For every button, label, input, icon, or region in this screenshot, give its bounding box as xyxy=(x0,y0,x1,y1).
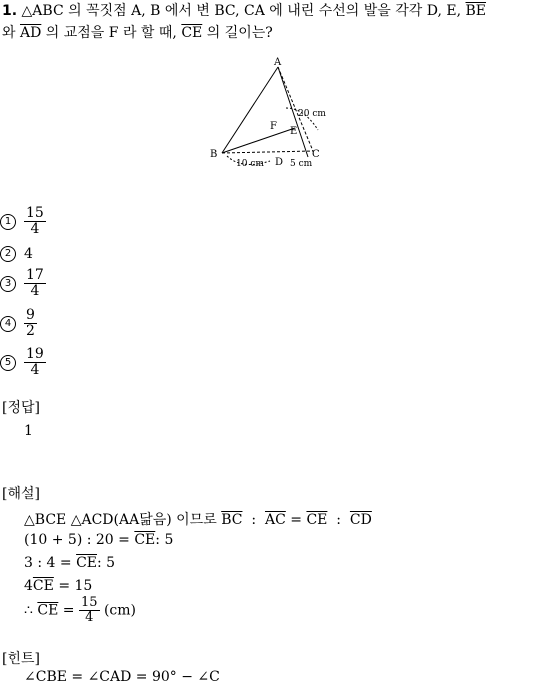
length-dc: 5 cm xyxy=(290,159,313,169)
side-ab xyxy=(222,67,278,153)
option-3[interactable] xyxy=(0,268,46,299)
side-bc xyxy=(222,151,313,153)
explanation-line-3: 3 : $4 = \overline{CE}$: 5 xyxy=(24,555,116,571)
answer-label: [정답] xyxy=(2,400,40,416)
option-fraction: $\frac{17}{4}$ xyxy=(26,267,44,299)
label-f: F xyxy=(270,121,277,132)
length-ac: 20 cm xyxy=(298,109,326,119)
segment-ad: $\overline{AD}$ xyxy=(19,25,42,41)
label-a: A xyxy=(274,57,282,68)
triangle-figure xyxy=(0,0,535,200)
length-bd: 10 cm xyxy=(236,159,264,169)
option-marker: 4 xyxy=(0,316,16,332)
option-1[interactable] xyxy=(0,206,46,237)
option-marker: 5 xyxy=(0,355,16,371)
segment-ce: $\overline{CE}$ xyxy=(181,25,203,41)
question-text-2c: 의 길이는? xyxy=(206,25,273,41)
label-c: C xyxy=(312,149,320,160)
explanation-label: [해설] xyxy=(2,486,40,502)
explanation-line-4: $4\overline{CE} = 15$ xyxy=(24,578,93,594)
option-5[interactable] xyxy=(0,347,46,378)
explanation-line-2: (10 + 5) : $20 = \overline{CE}$: 5 xyxy=(24,532,174,548)
hint-label: [힌트] xyxy=(2,651,40,667)
option-fraction: $\frac{19}{4}$ xyxy=(26,346,44,378)
option-marker: 3 xyxy=(0,276,16,292)
question-text-2b: 의 교점을 F 라 할 때, xyxy=(45,25,177,41)
option-fraction: $\frac{9}{2}$ xyxy=(26,307,35,339)
label-b: B xyxy=(210,149,218,160)
question-number: 1. xyxy=(2,3,18,19)
altitude-be xyxy=(222,126,298,153)
option-marker: 2 xyxy=(0,246,16,262)
explanation-fraction: $\frac{15}{4}$ xyxy=(80,595,98,625)
hint-text: ∠CBE = ∠CAD = 90° − ∠C xyxy=(24,669,220,685)
option-4[interactable] xyxy=(0,308,37,339)
explanation-line-1: △BCE △ACD(AA닮음) 이므로 $\overline{BC}$ : $\overline{AC} = \overline{CE}$ : $\overline{CD}$ xyxy=(24,512,372,528)
segment-be: $\overline{BE}$ xyxy=(465,3,487,19)
answer-value: 1 xyxy=(24,423,33,439)
label-e: E xyxy=(290,126,298,137)
option-fraction: $\frac{15}{4}$ xyxy=(26,205,44,237)
option-marker: 1 xyxy=(0,214,16,230)
label-d: D xyxy=(275,157,284,168)
explanation-line-5: ∴ $\overline{CE}$ = $\frac{15}{4}$ (cm) xyxy=(24,595,136,625)
option-value: 4 xyxy=(24,246,33,262)
question-text-1: △ABC 의 꼭짓점 A, B 에서 변 BC, CA 에 내린 수선의 발을 각각 D, E, xyxy=(21,3,462,19)
question-text-2a: 와 xyxy=(2,25,16,41)
option-2[interactable] xyxy=(0,246,33,262)
